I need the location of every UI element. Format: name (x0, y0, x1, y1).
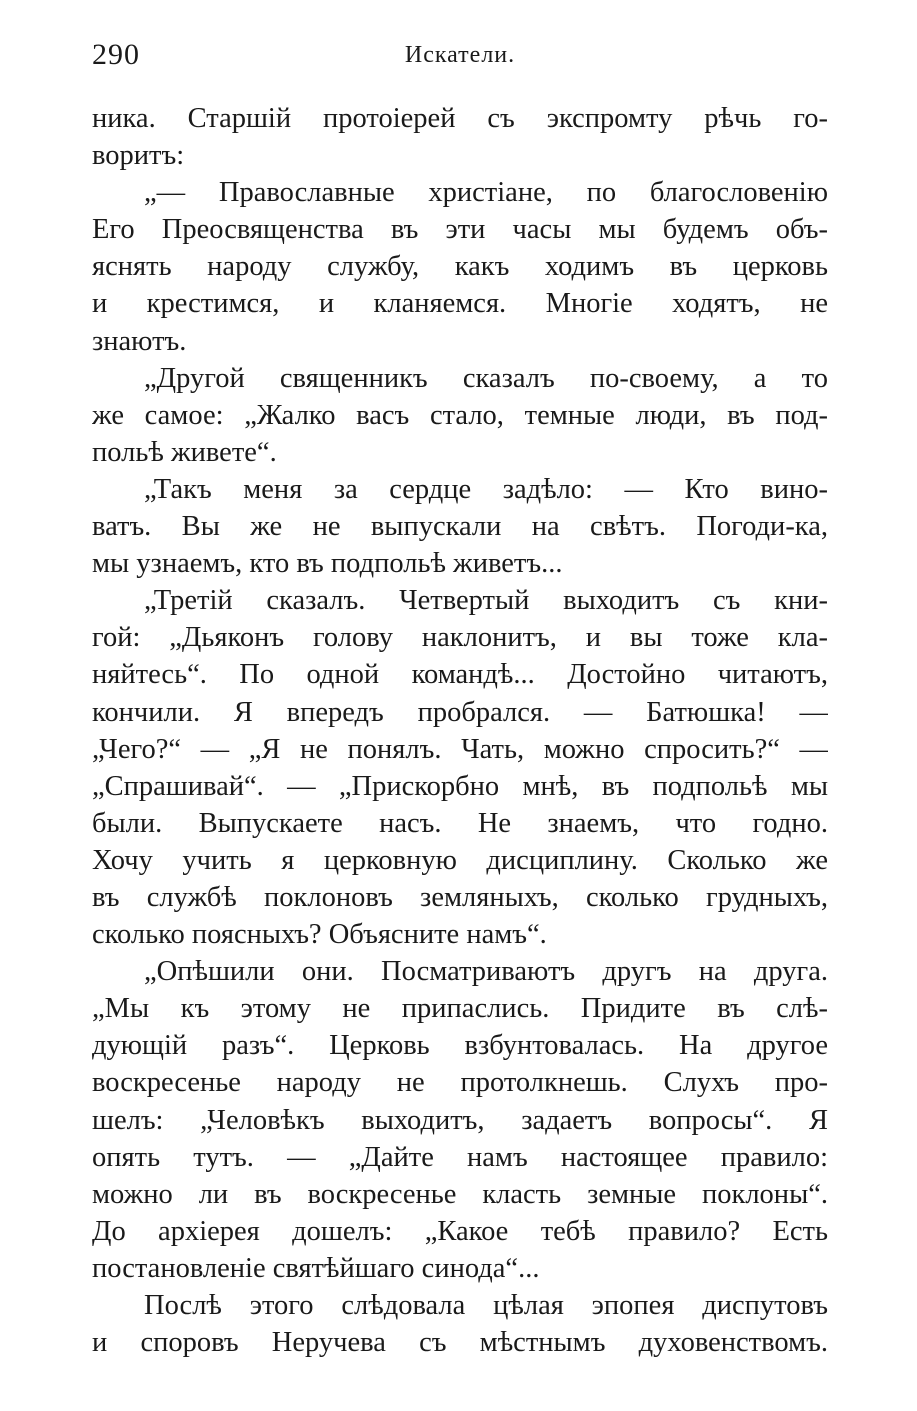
text-line: польѣ живете“. (92, 436, 277, 468)
text-line: яснять народу службу, какъ ходимъ въ церковь (92, 251, 828, 283)
text-line: „Спрашивай“. — „Прискорбно мнѣ, въ подпольѣ мы (92, 770, 828, 802)
text-line: Его Преосвященства въ эти часы мы будемъ объ- (92, 214, 828, 246)
running-title: Искатели. (404, 42, 516, 68)
text-line: воритъ: (92, 140, 185, 172)
text-line: „Чего?“ — „Я не понялъ. Чать, можно спросить?“ — (92, 733, 828, 765)
text-line: сколько поясныхъ? Объясните намъ“. (92, 919, 547, 951)
text-line: были. Выпускаете насъ. Не знаемъ, что годно. (92, 807, 828, 839)
text-line: ника. Старшій протоіерей съ экспромту рѣчь го- (92, 103, 828, 134)
text-line: постановленіе святѣйшаго синода“... (92, 1252, 540, 1284)
text-line: же самое: „Жалко васъ стало, темные люди, въ под- (92, 399, 828, 431)
text-line: „Такъ меня за сердце задѣло: — Кто вино- (144, 473, 828, 505)
text-line: „Опѣшили они. Посматриваютъ другъ на друга. (144, 956, 828, 988)
text-line: „Третій сказалъ. Четвертый выходитъ съ кни- (144, 585, 828, 617)
text-line: опять тутъ. — „Дайте намъ настоящее правило: (92, 1141, 828, 1173)
text-line: кончили. Я впередъ пробрался. — Батюшка! — (92, 696, 828, 728)
text-line: воскресенье народу не протолкнешь. Слухъ про- (92, 1067, 828, 1099)
page-number: 290 (92, 38, 140, 71)
body-text (92, 100, 828, 1361)
text-line: ватъ. Вы же не выпускали на свѣтъ. Погоди-ка, (92, 511, 828, 543)
text-line: До архіерея дошелъ: „Какое тебѣ правило? Есть (92, 1215, 828, 1247)
text-line: Хочу учить я церковную дисциплину. Сколько же (92, 844, 828, 876)
text-line: знаютъ. (92, 325, 187, 357)
page-header (92, 38, 828, 78)
text-line: няйтесь“. По одной командѣ... Достойно читаютъ, (92, 659, 828, 691)
text-line: „Другой священникъ сказалъ по-своему, а то (144, 362, 828, 394)
text-line: можно ли въ воскресенье класть земные поклоны“. (92, 1178, 828, 1210)
text-line: въ службѣ поклоновъ земляныхъ, сколько грудныхъ, (92, 881, 828, 913)
text-line: „— Православные христіане, по благословенію (144, 177, 828, 209)
text-line: мы узнаемъ, кто въ подпольѣ живетъ... (92, 548, 563, 580)
text-line: и крестимся, и кланяемся. Многіе ходятъ, не (92, 288, 828, 320)
text-line: дующій разъ“. Церковь взбунтовалась. На другое (92, 1030, 828, 1062)
text-line: шелъ: „Человѣкъ выходитъ, задаетъ вопросы“. Я (92, 1104, 828, 1136)
text-line: Послѣ этого слѣдовала цѣлая эпопея диспутовъ (144, 1290, 828, 1321)
text-line: гой: „Дьяконъ голову наклонитъ, и вы тоже кла- (92, 622, 828, 654)
text-line: „Мы къ этому не припаслись. Придите въ слѣ- (92, 993, 828, 1025)
text-line: и споровъ Неручева съ мѣстнымъ духовенствомъ. (92, 1327, 828, 1359)
